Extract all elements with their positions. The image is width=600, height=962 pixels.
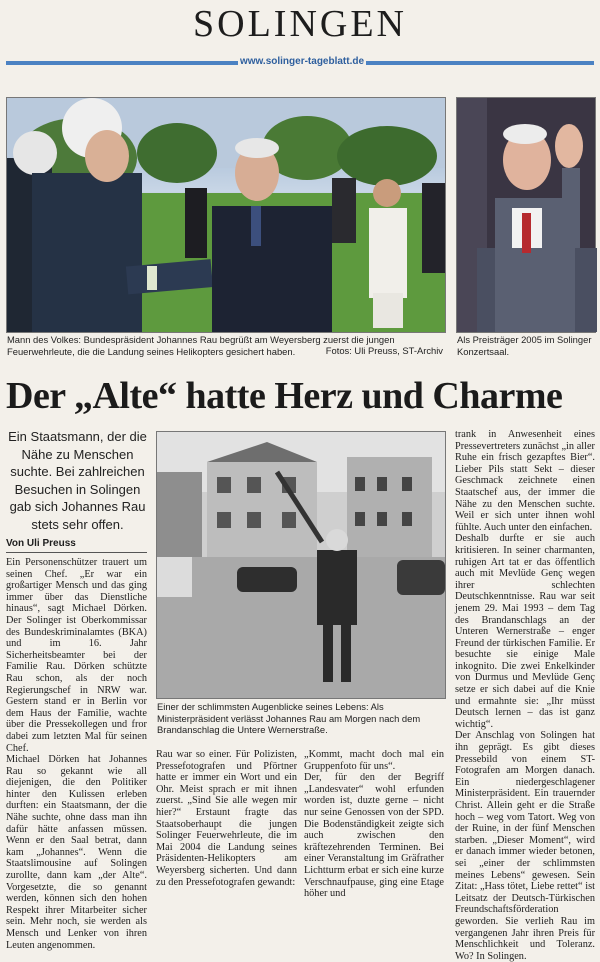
newspaper-masthead: SOLINGEN: [193, 3, 407, 45]
photo-rau-firefighters: [6, 97, 446, 333]
photo-rau-wernerstrasse: [156, 431, 446, 699]
author-divider: [6, 552, 147, 553]
photo-rau-waving-image: [457, 98, 595, 332]
article-column-1: Ein Personenschützer trauert um seinen Chef. „Er war ein großartiger Mensch und das ging immer über das Dienstliche hinaus“, sagt Michael Dörken. Der Solinger ist Oberkommissar des Bundeskriminalamtes (BKA) und im 16. Jahr Sicherheitsbeamter bei der Familie Rau. Dörken schützte Rau schon, als der noch Regierungschef in NRW war. Gestern stand er in Berlin vor dem Haus der Familie, wachte über die Pressekollegen und fror dabei zum letzten Mal für seinen Chef. Michael Dörken hat Johannes Rau so gekannt wie all diejenigen, die den Politiker hinter den Kulissen erleben durften: ein Staatsmann, der die Nähe suchte, ohne dass man ihn dafür hätte anfassen müssen. Wenn er den Saal betrat, dann kam „Johannes“. Wenn die Staatslimousine auf Solingen zurollte, dann kam „der Alte“. Vorgesetzte, die so genannt werden, können sich den hohen Respekt ihrer Mitarbeiter sicher sein. Mehr noch, sie werden als Mensch und Lenker von ihren Leuten angenommen.: [6, 557, 147, 951]
main-photo-caption: Einer der schlimmsten Augenblicke seines Lebens: Als Ministerpräsident verlässt Johannes Rau am Morgen nach dem Brandanschlag die Untere Wernerstraße.: [157, 701, 421, 735]
photo-rau-wernerstrasse-image: [157, 432, 445, 698]
article-author: Von Uli Preuss: [6, 538, 76, 549]
article-column-4: trank in Anwesenheit eines Pressevertreters zunächst „in aller Ruhe ein frisch gezapftes Bier“. Lieber Pils statt Sekt – dieser Geschmack zeichnete einen Staatschef aus, der immer die Nähe zu den Menschen suchte. Weil er sich unter ihnen wohl fühlte. Auch unter den einfachen. Deshalb durfte er sie auch kritisieren. In seiner charmanten, ruhigen Art tat er das öffentlich auch mit Mevlüde Genç wegen ihrer schlechten Deutschkenntnisse. Rau war seit jenem 29. Mai 1993 – dem Tag des Brandanschlags an der Unteren Wernerstraße – enger Freund der türkischen Familie. Er besuchte sie einige Male inkognito. Die zwei Enkelkinder von Durmus und Mevlüde Genç setze er sich dabei auf die Knie und ermahnte sie: „Ihr müsst Deutsch lernen – das ist ganz wichtig“. Der Anschlag von Solingen hat ihn geprägt. Es gibt dieses Pressebild von einem ST-Fotografen am Morgen danach. Ein niedergeschlagener Ministerpräsident. Ein trauernder Christ. Allein geht er die Straße hoch – weg vom Tatort. Weg von der Ruine, in der fünf Menschen starben. „Dieser Moment“, wird er danach immer wieder betonen, sei „einer der schlimmsten meines Lebens“ gewesen. Sein Zitat: „Hass tötet, Liebe rettet“ ist Leitsatz der Deutsch-Türkischen Freundschaftsförderation geworden. Sie verlieh Rau im vergangenen Jahr ihren Preis für Menschlichkeit und Toleranz. Wo? In Solingen.: [455, 429, 595, 962]
article-lead: Ein Staatsmann, der die Nähe zu Menschen suchte. Bei zahlreichen Besuchen in Solingen gab sich Johannes Rau stets sehr offen.: [8, 429, 147, 532]
top-photo-caption-text: Mann des Volkes: Bundespräsident Johannes Rau begrüßt am Weyersberg zuerst die jungen Feuerwehrleute, die die Landung seines Helikopters gesichert haben.: [7, 334, 395, 357]
photo-credit: Fotos: Uli Preuss, ST-Archiv: [325, 345, 443, 356]
photo-rau-waving: [456, 97, 596, 333]
side-photo-caption: Als Preisträger 2005 im Solinger Konzertsaal.: [457, 334, 592, 357]
article-headline: Der „Alte“ hatte Herz und Charme: [6, 375, 563, 417]
article-column-3: „Kommt, macht doch mal ein Gruppenfoto für uns“. Der, für den der Begriff „Landesvater“ wohl erfunden worden ist, duzte gerne – nicht nur seine Genossen von der SPD. Die Bodenständigkeit zeigte sich auch zwischen den kräftezehrenden Terminen. Bei einer Veranstaltung im Gräfrather Lichtturm erbat er sich eine kurze Verschnaufpause, ging eine Etage höher und: [304, 749, 444, 900]
website-url: www.solinger-tageblatt.de: [238, 56, 366, 70]
photo-rau-firefighters-image: [7, 98, 445, 332]
article-column-2: Rau war so einer. Für Polizisten, Pressefotografen und Pförtner hatte er immer ein Wort und ein Ohr. Meist sprach er mit ihnen zuerst. „Sind Sie alle wegen mir hier?“ Erstaunt fragte das Staatsoberhaupt die jungen Solinger Feuerwehrleute, die im Mai 2004 die Landung seines Präsidenten-Helikopters am Weyersberg sicherten. Und dann zu den Pressefotografen gewandt:: [156, 749, 297, 888]
